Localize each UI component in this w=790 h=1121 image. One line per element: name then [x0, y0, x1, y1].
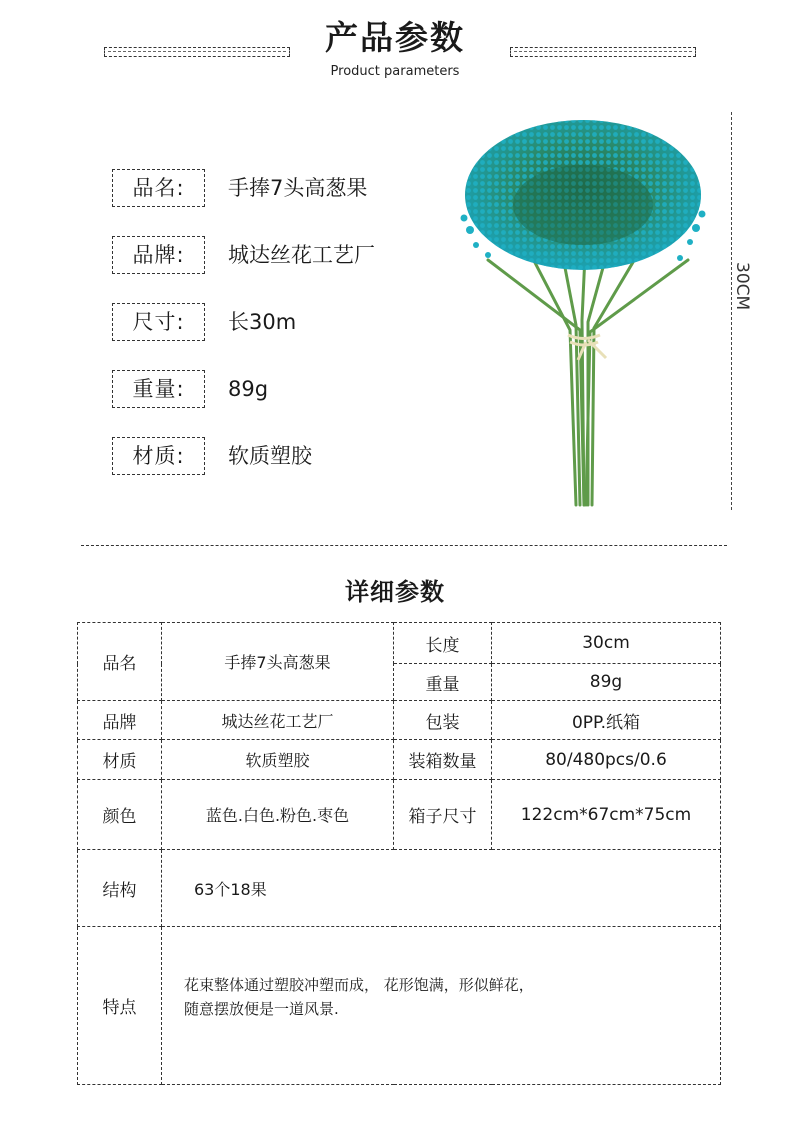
table-cell-value: 30cm: [492, 623, 721, 664]
spec-value-brand: 城达丝花工艺厂: [228, 243, 375, 267]
table-cell-label: 重量: [394, 664, 492, 701]
table-cell-label: 品名: [78, 623, 162, 701]
table-cell-value: 89g: [492, 664, 721, 701]
dimension-label: 30CM: [732, 262, 752, 311]
table-cell-label: 特点: [78, 927, 162, 1085]
spec-value-size: 长30m: [228, 310, 297, 334]
page-title: 产品参数: [325, 18, 465, 57]
table-row: [78, 927, 721, 1085]
spec-label-size: 尺寸:: [112, 303, 205, 341]
product-image: [458, 110, 708, 510]
table-cell-features: [162, 927, 721, 1085]
table-cell-value: 80/480pcs/0.6: [492, 740, 721, 780]
table-row: [78, 740, 721, 780]
detail-section-title: 详细参数: [345, 578, 445, 606]
spec-label-brand: 品牌:: [112, 236, 205, 274]
table-row: [78, 780, 721, 850]
table-cell-value: 蓝色.白色.粉色.枣色: [162, 780, 394, 850]
table-cell-label: 结构: [78, 850, 162, 927]
table-cell-value: 0PP.纸箱: [492, 701, 721, 740]
dimension-line: [731, 112, 732, 510]
table-cell-label: 装箱数量: [394, 740, 492, 780]
table-cell-value: 软质塑胶: [162, 740, 394, 780]
spec-value-material: 软质塑胶: [228, 444, 312, 468]
spec-label-weight: 重量:: [112, 370, 205, 408]
table-cell-value: 122cm*67cm*75cm: [492, 780, 721, 850]
table-cell-value: 城达丝花工艺厂: [162, 701, 394, 740]
table-row: [78, 850, 721, 927]
feature-line: 花束整体通过塑胶冲塑而成， 花形饱满，形似鲜花，: [184, 976, 534, 994]
table-cell-label: 颜色: [78, 780, 162, 850]
spec-label-material: 材质:: [112, 437, 205, 475]
table-cell-label: 品牌: [78, 701, 162, 740]
title-decoration-right: [510, 47, 696, 57]
detail-table: [77, 622, 721, 1085]
table-row: [78, 623, 721, 664]
feature-line: 随意摆放便是一道风景.: [184, 1000, 339, 1018]
title-decoration-left: [104, 47, 290, 57]
table-cell-value: 63个18果: [162, 850, 721, 927]
section-divider: [81, 545, 727, 546]
table-row: [78, 701, 721, 740]
table-cell-value: 手捧7头高葱果: [162, 623, 394, 701]
table-cell-label: 长度: [394, 623, 492, 664]
page-subtitle: Product parameters: [330, 64, 460, 79]
spec-value-name: 手捧7头高葱果: [228, 176, 368, 200]
spec-label-name: 品名:: [112, 169, 205, 207]
table-cell-label: 箱子尺寸: [394, 780, 492, 850]
table-cell-label: 包装: [394, 701, 492, 740]
spec-value-weight: 89g: [228, 377, 269, 401]
table-cell-label: 材质: [78, 740, 162, 780]
